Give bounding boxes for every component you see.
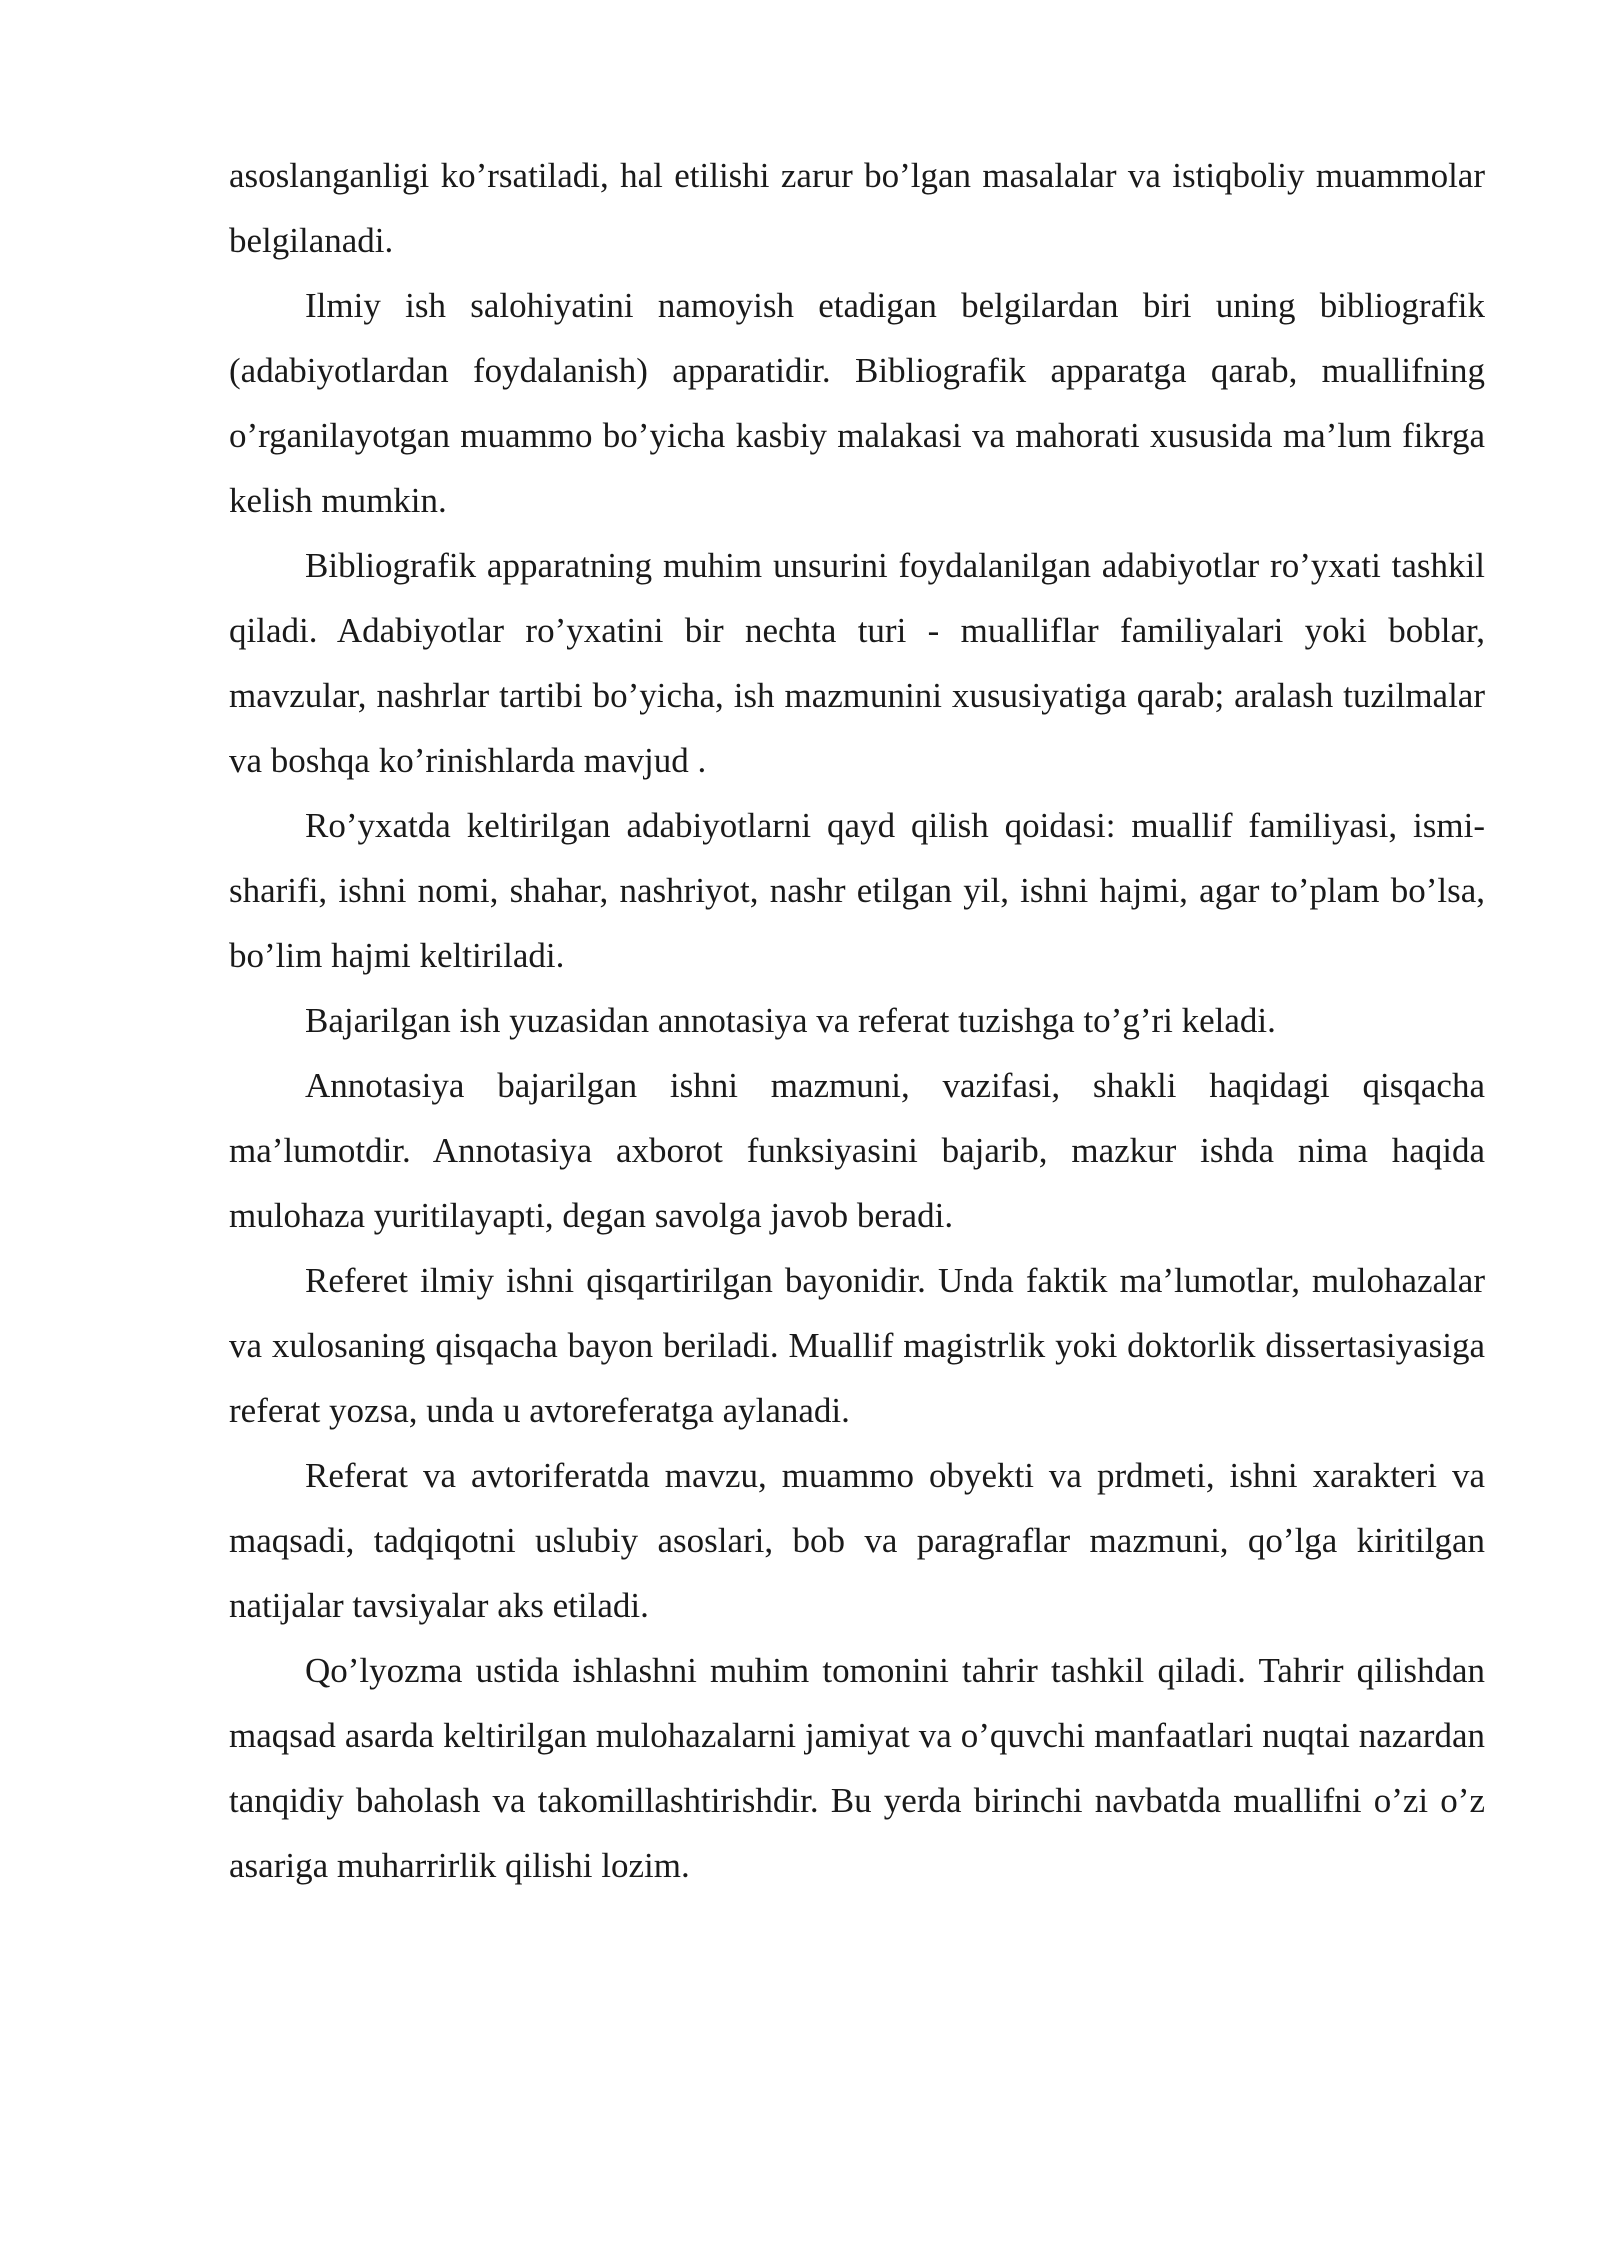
paragraph-continuation: asoslanganligi ko’rsatiladi, hal etilishi zarur bo’lgan masalalar va istiqboliy muammolar belgilanadi.	[229, 156, 1485, 260]
paragraph-annotation-intro: Bajarilgan ish yuzasidan annotasiya va referat tuzishga to’g’ri keladi.	[305, 1001, 1276, 1040]
paragraph-annotation: Annotasiya bajarilgan ishni mazmuni, vazifasi, shakli haqidagi qisqacha ma’lumotdir. Annotasiya axborot funksiyasini bajarib, mazkur ishda nima haqida mulohaza yuritilayapti, degan savolga javob beradi.	[229, 1066, 1485, 1235]
paragraph-referat-contents: Referat va avtoriferatda mavzu, muammo obyekti va prdmeti, ishni xarakteri va maqsadi, tadqiqotni uslubiy asoslari, bob va paragraflar mazmuni, qo’lga kiritilgan natijalar tavsiyalar aks etiladi.	[229, 1456, 1485, 1625]
paragraph-bibliographic-apparatus: Ilmiy ish salohiyatini namoyish etadigan belgilardan biri uning bibliografik (adabiyotlardan foydalanish) apparatidir. Bibliografik apparatga qarab, muallifning o’rganilayotgan muammo bo’yicha kasbiy malakasi va mahorati xususida ma’lum fikrga kelish mumkin.	[229, 286, 1485, 520]
paragraph-reference-list: Bibliografik apparatning muhim unsurini foydalanilgan adabiyotlar ro’yxati tashkil qiladi. Adabiyotlar ro’yxatini bir nechta turi - mualliflar familiyalari yoki boblar, mavzular, nashrlar tartibi bo’yicha, ish mazmunini xususiyatiga qarab; aralash tuzilmalar va boshqa ko’rinishlarda mavjud .	[229, 546, 1485, 780]
document-body	[229, 143, 1485, 1898]
paragraph-referat: Referet ilmiy ishni qisqartirilgan bayonidir. Unda faktik ma’lumotlar, mulohazalar va xulosaning qisqacha bayon beriladi. Muallif magistrlik yoki doktorlik dissertasiyasiga referat yozsa, unda u avtoreferatga aylanadi.	[229, 1261, 1485, 1430]
paragraph-citation-rules: Ro’yxatda keltirilgan adabiyotlarni qayd qilish qoidasi: muallif familiyasi, ismi-sharifi, ishni nomi, shahar, nashriyot, nashr etilgan yil, ishni hajmi, agar to’plam bo’lsa, bo’lim hajmi keltiriladi.	[229, 806, 1485, 975]
paragraph-editing: Qo’lyozma ustida ishlashni muhim tomonini tahrir tashkil qiladi. Tahrir qilishdan maqsad asarda keltirilgan mulohazalarni jamiyat va o’quvchi manfaatlari nuqtai nazardan tanqidiy baholash va takomillashtirishdir. Bu yerda birinchi navbatda muallifni o’zi o’z asariga muharrirlik qilishi lozim.	[229, 1651, 1485, 1885]
